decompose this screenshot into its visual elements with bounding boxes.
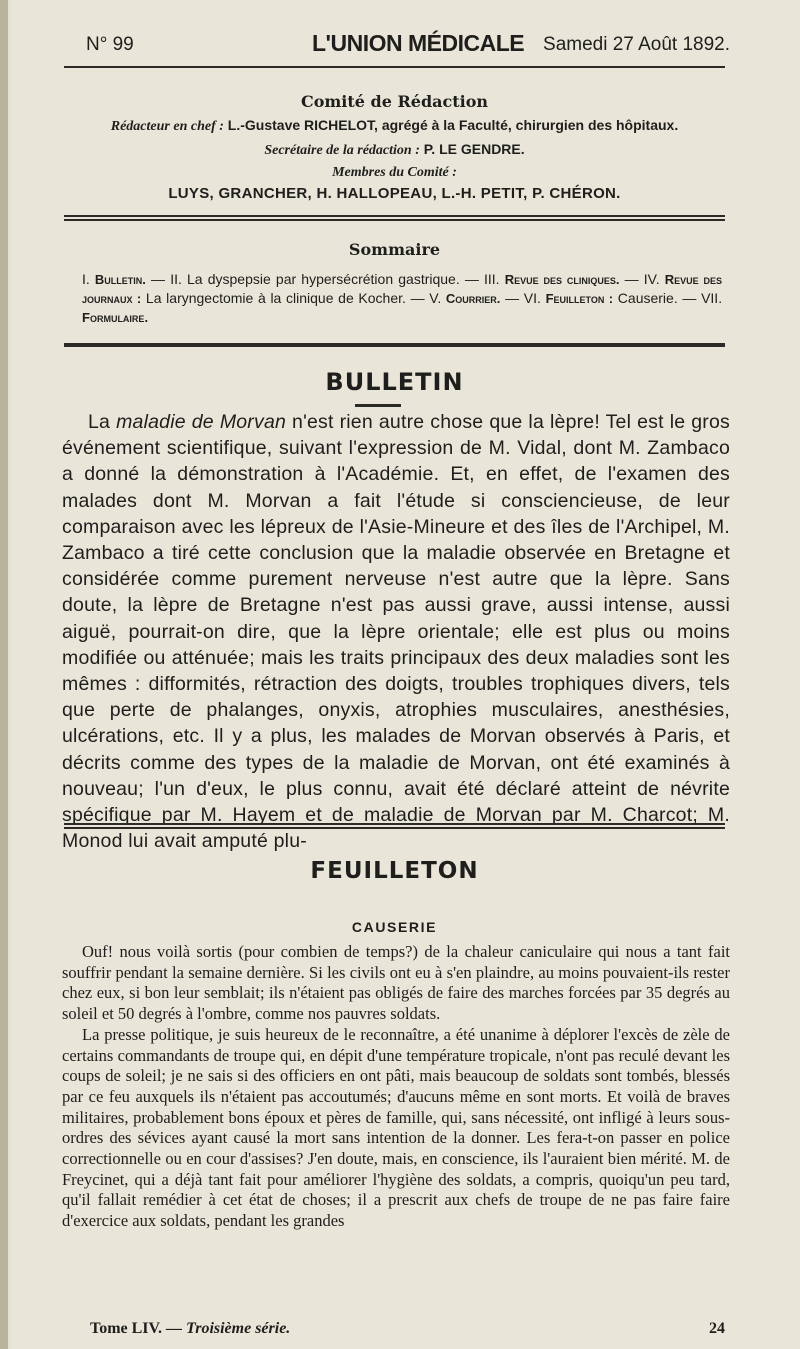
causerie-title: CAUSERIE [351,919,438,935]
editor-line [64,117,725,135]
feuilleton-rule [64,823,725,829]
sommaire-item: V. Courrier. [429,290,501,306]
feuilleton-body [62,942,730,1232]
journal-title: L'UNION MÉDICALE [312,30,525,56]
feuilleton-paragraph: Ouf! nous voilà sortis (pour combien de temps?) de la chaleur caniculaire qui nous a tant fait souffrir pendant la semaine dernière. Si les civils ont eu à s'en plaindre, au moins pouvaient-ils rester chez eux, si bon leur semblait; ils n'étaient pas obligés de faire des marches forcées par 35 degrés au soleil et 50 degrés à l'ombre, comme nos pauvres soldats. [62,942,730,1024]
bulletin-title: BULLETIN [325,368,464,396]
secretary-name: P. LE GENDRE. [423,141,525,157]
sommaire-rule [64,343,725,347]
issue-number: N° 99 [86,34,134,55]
feuilleton-paragraph: La presse politique, je suis heureux de le reconnaître, a été unanime à déplorer l'excès de zèle de certains commandants de troupe qui, en dépit d'une température tropicale, n'ont pas reculé devant les coups de soleil; je ne sais si des officiers en ont pâti, mais beaucoup de soldats sont tombés, blessés par ce feu auxquels ils n'étaient pas accoutumés; d'aucuns même en sont morts. Et voilà de braves militaires, probablement bons époux et pères de famille, qui, sans nécessité, ont infligé à leurs sous-ordres des sévices ayant causé la mort sans intention de la donner. Les fera-t-on passer en police correctionnelle ou en cour d'assises? J'en doute, mais, en conscience, ils l'auraient bien mérité. M. de Freycinet, qui a déjà tant fait pour améliorer l'hygiène des soldats, a compris, quoiqu'un peu tard, qu'il fallait remédier à cet état de choses; il a prescrit aux chefs de troupe de ne pas faire faire d'exercice aux soldats, pendant les grandes [62,1024,730,1231]
secretary-label: Secrétaire de la rédaction : [264,143,420,158]
sommaire-item: VII. Formulaire. [82,290,723,325]
members-label: Membres du Comité : [332,165,457,180]
sommaire-item: II. La dyspepsie par hypersécrétion gastrique. [170,271,460,287]
editor-name: L.-Gustave RICHELOT, agrégé à la Faculté, chirurgien des hôpitaux. [227,117,679,133]
page-spine [0,0,8,1349]
members-list: LUYS, GRANCHER, H. HALLOPEAU, L.-H. PETIT, P. CHÉRON. [168,185,621,202]
disease-name: maladie de Morvan [116,411,287,433]
editor-label: Rédacteur en chef : [110,119,224,134]
bulletin-title-underline [355,404,401,407]
issue-date: Samedi 27 Août 1892. [543,34,730,55]
bulletin-body: La maladie de Morvan n'est rien autre chose que la lèpre! Tel est le gros événement scientifique, suivant l'expression de M. Vidal, dont M. Zambaco a donné la démonstration à l'Académie. Et, en effet, de l'examen des malades dont M. Morvan a fait l'étude si consciencieuse, de leur comparaison avec les lépreux de l'Asie-Mineure et des îles de l'Archipel, M. Zambaco a tiré cette conclusion que la maladie observée en Bretagne et considérée comme purement nerveuse n'est autre que la lèpre. Sans doute, la lèpre de Bretagne n'est pas aussi grave, aussi intense, aussi aiguë, pourrait-on dire, que la lèpre orientale; elle est plus ou moins modifiée ou atténuée; mais les traits principaux des deux maladies sont les mêmes : difformités, rétraction des doigts, troubles trophiques divers, tels que perte de phalanges, onyxis, atrophies musculaires, anesthésies, ulcérations, etc. Il y a plus, les malades de Morvan observés à Paris, et décrits comme des types de la maladie de Morvan, ont été examinés à nouveau; l'un d'eux, le plus connu, avait été déclaré atteint de névrite spécifique par M. Hayem et de maladie de Morvan par M. Charcot; M. Monod lui avait amputé plu- [62,411,730,853]
secretary-line [64,141,725,159]
page-number: 24 [709,1320,725,1337]
sommaire-item: IV. Revue des journaux : La laryngectomie à la clinique de Kocher. [82,271,722,306]
masthead [86,30,730,60]
committee-rule [64,215,725,221]
committee-title: Comité de Rédaction [300,92,489,111]
masthead-rule [64,66,725,68]
sommaire-item: VI. Feuilleton : Causerie. [523,290,678,306]
sommaire-item: I. Bulletin. [82,271,146,287]
sommaire-item: III. Revue des cliniques. [484,271,620,287]
feuilleton-title: FEUILLETON [310,858,479,884]
tome-series: Tome LIV. — Troisième série. [90,1320,291,1337]
sommaire-list: I. Bulletin. — II. La dyspepsie par hypersécrétion gastrique. — III. Revue des cliniques. — IV. Revue des journaux : La laryngectomie à la clinique de Kocher. — V. Courrier. — VI. Feuilleton : Causerie. — VII. Formulaire. [82,271,723,325]
sommaire-title: Sommaire [348,240,441,259]
